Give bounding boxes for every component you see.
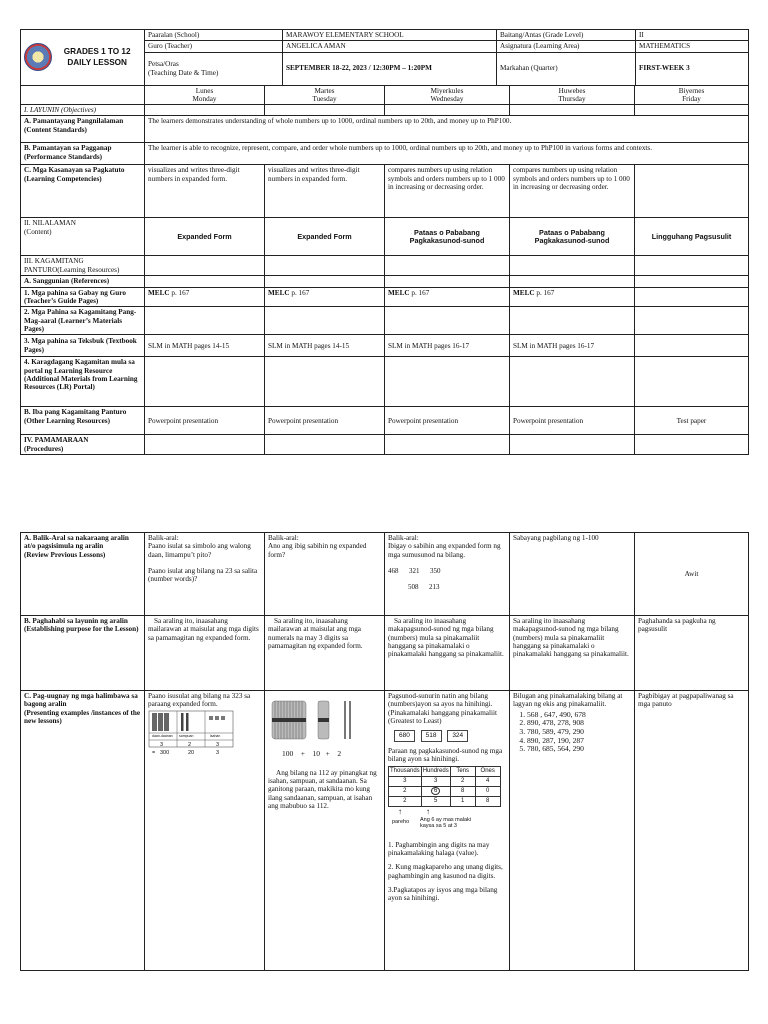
wed-step-2: 2. Kung magkapareho ang unang digits, paghambingin ang kasunod na digits. bbox=[388, 863, 503, 880]
quarter-value: FIRST-WEEK 3 bbox=[636, 52, 749, 85]
procedures-label: IV. PAMAMARAAN (Procedures) bbox=[21, 435, 145, 455]
review-numbers-row2: 508 213 bbox=[408, 582, 440, 591]
examples-label: C. Pag-uugnay ng mga halimbawa sa bagong aralin (Presenting examples /instances of the new lessons) bbox=[21, 691, 145, 971]
list-item: 4. 890, 287, 190, 287 bbox=[527, 737, 631, 746]
teacher-guide-label: 1. Mga pahina sa Gabay ng Guro (Teacher’s Guide Pages) bbox=[21, 287, 145, 307]
textbook-thursday: SLM in MATH pages 16-17 bbox=[510, 335, 635, 357]
pv-cell: 1 bbox=[450, 796, 475, 806]
tg-monday: MELC p. 167 bbox=[145, 287, 265, 307]
pv-cell: 2 bbox=[389, 786, 422, 796]
area-value: MATHEMATICS bbox=[636, 41, 749, 52]
textbook-wednesday: SLM in MATH pages 16-17 bbox=[385, 335, 510, 357]
bundled-sticks-image bbox=[268, 698, 380, 742]
competency-friday bbox=[635, 165, 749, 218]
arrow-up-icon: ↑ bbox=[398, 806, 402, 816]
school-label: Paaralan (School) bbox=[145, 30, 283, 41]
other-tuesday: Powerpoint presentation bbox=[265, 407, 385, 435]
mon-value-hundreds: 300 bbox=[160, 749, 170, 756]
examples-wednesday-intro: Pagsunod-sunurin natin ang bilang (numbers)ayon sa ayos na hinihingi. (Pinakamalaki hanggang pinakamaliit (Greatest to Least) bbox=[388, 692, 497, 725]
arrow-up-icon: ↑ bbox=[426, 806, 430, 816]
mon-col-ones: isahan bbox=[210, 733, 221, 738]
teacher-label: Guro (Teacher) bbox=[145, 41, 283, 52]
purpose-tuesday: Sa araling ito, inaasahang mailarawan at maisulat ang mga numerals na may 3 digits sa pamamagitan ng expanded form. bbox=[265, 616, 385, 691]
performance-standards-text: The learner is able to recognize, represent, compare, and order whole numbers up to 1000, ordinal numbers up to 20th, and money up to PhP100 in various forms and contexts. bbox=[145, 143, 749, 165]
place-value-table bbox=[388, 766, 501, 807]
wed-number-box: 324 bbox=[447, 730, 468, 741]
deped-seal-icon bbox=[24, 43, 52, 71]
teacher-value: ANGELICA AMAN bbox=[283, 41, 497, 52]
purpose-wednesday: Sa araling ito inaasahang makapagsunod-sunod ng mga bilang (numbers) mula sa pinakamaliit hanggang sa pinakamalaki o pinakamalaki hanggang sa pinakamaliit. bbox=[385, 616, 510, 691]
mon-col-tens: sampuan bbox=[179, 733, 194, 738]
learner-materials-label: 2. Mga Pahina sa Kagamitang Pang-Mag-aaral (Learner’s Materials Pages) bbox=[21, 307, 145, 335]
other-wednesday: Powerpoint presentation bbox=[385, 407, 510, 435]
lesson-body-table bbox=[20, 85, 749, 455]
pv-cell: 8 bbox=[475, 796, 500, 806]
examples-friday: Pagbibigay at pagpapaliwanag sa mga panuto bbox=[635, 691, 749, 971]
review-numbers-row1: 468 321 350 bbox=[388, 566, 441, 575]
wed-note-compare: Ang 6 ay mas malaki kaysa sa 5 at 3 bbox=[420, 816, 472, 830]
quarter-label: Markahan (Quarter) bbox=[497, 52, 636, 85]
pv-head-thousands: Thousands bbox=[389, 767, 422, 777]
other-monday: Powerpoint presentation bbox=[145, 407, 265, 435]
mon-value-tens: 20 bbox=[188, 749, 195, 756]
school-value: MARAWOY ELEMENTARY SCHOOL bbox=[283, 30, 497, 41]
grade-label: Baitang/Antas (Grade Level) bbox=[497, 30, 636, 41]
pv-cell: 8 bbox=[450, 786, 475, 796]
list-item: 1. 568 , 647, 490, 678 bbox=[527, 711, 631, 720]
grade-value: II bbox=[636, 30, 749, 41]
competencies-label: C. Mga Kasanayan sa Pagkatuto (Learning Competencies) bbox=[21, 165, 145, 218]
purpose-label: B. Paghahabi sa layunin ng aralin (Establishing purpose for the Lesson) bbox=[21, 616, 145, 691]
mon-value-ones: 3 bbox=[216, 749, 220, 756]
lesson-plan-page-1 bbox=[20, 29, 748, 455]
content-label: II. NILALAMAN (Content) bbox=[21, 218, 145, 256]
content-standards-label: A. Pamantayang Pangnilalaman (Content Standards) bbox=[21, 116, 145, 143]
purpose-monday: Sa araling ito, inaasahang mailarawan at maisulat ang mga digits sa pamamagitan ng expanded form. bbox=[145, 616, 265, 691]
school-logo-block bbox=[21, 30, 145, 86]
pv-cell: 3 bbox=[389, 777, 422, 787]
content-tuesday: Expanded Form bbox=[265, 218, 385, 256]
textbook-friday bbox=[635, 335, 749, 357]
list-item: 2. 890, 478, 278, 908 bbox=[527, 719, 631, 728]
purpose-thursday: Sa araling ito inaasahang makapagsunod-sunod ng mga bilang (numbers) mula sa pinakamaliit hanggang sa pinakamalaki o pinakamalaki hanggang sa pinakamaliit. bbox=[510, 616, 635, 691]
list-item: 5. 780, 685, 564, 290 bbox=[527, 745, 631, 754]
other-thursday: Powerpoint presentation bbox=[510, 407, 635, 435]
pv-cell: 2 bbox=[450, 777, 475, 787]
day-header-tuesday: Martes Tuesday bbox=[265, 85, 385, 105]
tue-equation: 100 + 10 + 2 bbox=[282, 749, 342, 759]
wed-step-3: 3.Pagkatapos ay isyos ang mga bilang ayon sa hinihingi. bbox=[388, 885, 498, 903]
tg-thursday: MELC p. 167 bbox=[510, 287, 635, 307]
content-monday: Expanded Form bbox=[145, 218, 265, 256]
examples-monday-text: Paano isusulat ang bilang na 323 sa paraang expanded form. bbox=[148, 692, 251, 709]
review-thursday: Sabayang pagbilang ng 1-100 bbox=[510, 533, 635, 616]
pv-head-hundreds: Hundreds bbox=[421, 767, 450, 777]
content-wednesday: Pataas o Pababang Pagkakasunod-sunod bbox=[385, 218, 510, 256]
pv-cell-circled: 6 bbox=[421, 786, 450, 796]
pv-cell: 3 bbox=[421, 777, 450, 787]
mon-digit-tens: 2 bbox=[188, 741, 192, 748]
mon-digit-hundreds: 3 bbox=[160, 741, 164, 748]
lesson-plan-page-2 bbox=[20, 532, 748, 971]
performance-standards-label: B. Pamantayan sa Pagganap (Performance Standards) bbox=[21, 143, 145, 165]
examples-wednesday-mid: Paraan ng pagkakasunod-sunod ng mga bilang ayon sa hinihingi. bbox=[388, 746, 503, 763]
content-friday: Lingguhang Pagsusulit bbox=[635, 218, 749, 256]
objectives-heading: I. LAYUNIN (Objectives) bbox=[21, 105, 145, 116]
additional-materials-label: 4. Karagdagang Kagamitan mula sa portal ng Learning Resource (Additional Materials from Learning Resources (LR) Portal) bbox=[21, 357, 145, 407]
wed-number-box: 680 bbox=[394, 730, 415, 741]
pv-cell: 4 bbox=[475, 777, 500, 787]
textbook-label: 3. Mga pahina sa Teksbuk (Textbook Pages) bbox=[21, 335, 145, 357]
purpose-friday: Paghahanda sa pagkuha ng pagsusulit bbox=[635, 616, 749, 691]
day-header-wednesday: Miyerkules Wednesday bbox=[385, 85, 510, 105]
review-wednesday bbox=[385, 533, 510, 616]
resources-label: III. KAGAMITANG PANTURO(Learning Resources) bbox=[21, 256, 145, 276]
pv-head-tens: Tens bbox=[450, 767, 475, 777]
pv-cell: 5 bbox=[421, 796, 450, 806]
examples-tuesday bbox=[265, 691, 385, 971]
day-header-friday: Biyernes Friday bbox=[635, 85, 749, 105]
lesson-header-table bbox=[20, 29, 749, 86]
competency-thursday: compares numbers up using relation symbols and orders numbers up to 1 000 in increasing or decreasing order. bbox=[510, 165, 635, 218]
day-header-thursday: Huwebes Thursday bbox=[510, 85, 635, 105]
competency-wednesday: compares numbers up using relation symbols and orders numbers up to 1 000 in increasing or decreasing order. bbox=[385, 165, 510, 218]
list-item: 3. 780, 589, 479, 290 bbox=[527, 728, 631, 737]
review-monday: Balik-aral: Paano isulat sa simbolo ang walong daan, limampu’t pito? Paano isulat ang bilang na 23 sa salita (number words)? bbox=[145, 533, 265, 616]
review-friday: Awit bbox=[635, 533, 749, 616]
pv-cell: 0 bbox=[475, 786, 500, 796]
examples-thursday bbox=[510, 691, 635, 971]
examples-monday: Paano isusulat ang bilang na 323 sa paraang expanded form. daan-daanan sampuan isahan 3 2 3 = 300 20 3 bbox=[145, 691, 265, 971]
competency-tuesday: visualizes and writes three-digit numbers in expanded form. bbox=[265, 165, 385, 218]
date-value: SEPTEMBER 18-22, 2023 / 12:30PM – 1:20PM bbox=[283, 52, 497, 85]
textbook-tuesday: SLM in MATH pages 14-15 bbox=[265, 335, 385, 357]
day-header-blank bbox=[21, 85, 145, 105]
examples-tuesday-text: Ang bilang na 112 ay pinangkat ng isahan, sampuan, at sandaanan. Sa ganitong paraan, makikita mo kung ilang sandaanan, sampuan, at isahan ang mabubuo sa 112. bbox=[268, 768, 377, 811]
review-label: A. Balik-Aral sa nakaraang aralin at/o pagsisimula ng aralin (Review Previous Lessons) bbox=[21, 533, 145, 616]
mon-col-hundreds: daan-daanan bbox=[152, 733, 173, 738]
competency-monday: visualizes and writes three-digit numbers in expanded form. bbox=[145, 165, 265, 218]
other-friday: Test paper bbox=[635, 407, 749, 435]
review-tuesday: Balik-aral: Ano ang ibig sabihin ng expanded form? bbox=[265, 533, 385, 616]
wed-step-1: 1. Paghambingin ang digits na may pinakamalaking halaga (value). bbox=[388, 840, 490, 857]
date-label: Petsa/Oras (Teaching Date & Time) bbox=[145, 52, 283, 85]
day-header-monday: Lunes Monday bbox=[145, 85, 265, 105]
pv-cell: 2 bbox=[389, 796, 422, 806]
examples-wednesday bbox=[385, 691, 510, 971]
review-wednesday-text: Balik-aral: Ibigay o sabihin ang expanded form ng mga sumusunod na bilang. bbox=[388, 534, 501, 559]
thursday-number-list bbox=[513, 711, 631, 755]
area-label: Asignatura (Learning Area) bbox=[497, 41, 636, 52]
content-standards-text: The learners demonstrates understanding of whole numbers up to 1000, ordinal numbers up to 20th, and money up to PhP100. bbox=[145, 116, 749, 143]
pv-head-ones: Ones bbox=[475, 767, 500, 777]
content-thursday: Pataas o Pababang Pagkakasunod-sunod bbox=[510, 218, 635, 256]
references-label: A. Sanggunian (References) bbox=[21, 276, 145, 287]
wed-note-same: pareho bbox=[392, 818, 410, 825]
other-resources-label: B. Iba pang Kagamitang Panturo (Other Learning Resources) bbox=[21, 407, 145, 435]
examples-thursday-intro: Bilugan ang pinakamalaking bilang at lagyan ng ekis ang pinakamaliit. bbox=[513, 692, 623, 709]
tg-wednesday: MELC p. 167 bbox=[385, 287, 510, 307]
mon-digit-ones: 3 bbox=[216, 741, 220, 748]
procedures-table bbox=[20, 532, 749, 971]
form-title: GRADES 1 TO 12 DAILY LESSON bbox=[63, 46, 131, 68]
tg-tuesday: MELC p. 167 bbox=[265, 287, 385, 307]
wed-number-box: 518 bbox=[421, 730, 442, 741]
textbook-monday: SLM in MATH pages 14-15 bbox=[145, 335, 265, 357]
